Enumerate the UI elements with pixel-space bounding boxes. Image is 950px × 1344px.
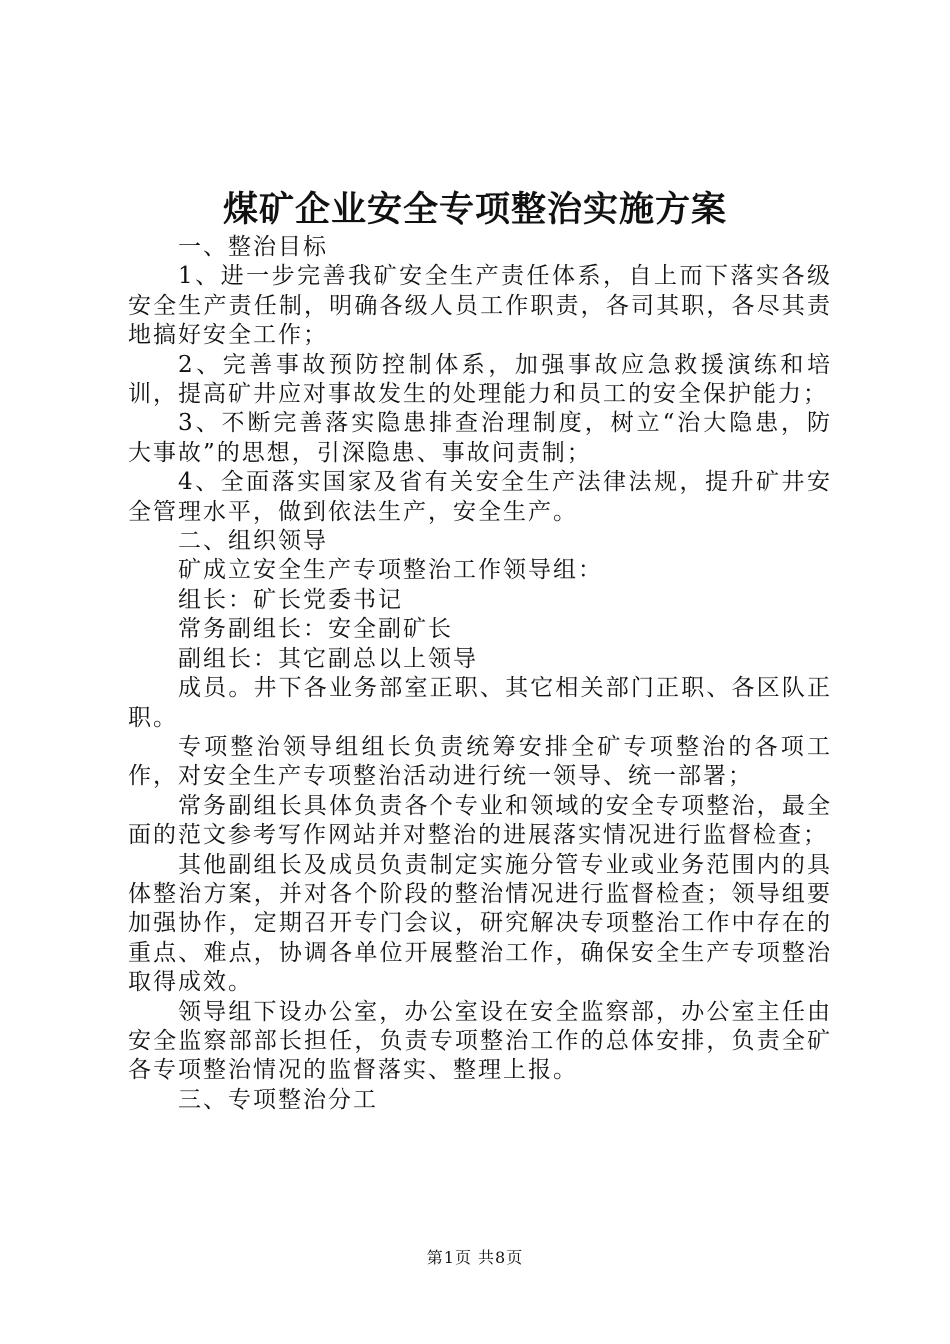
document-body — [128, 233, 832, 1115]
section-heading: 二、组织领导 — [178, 528, 328, 555]
section-heading: 三、专项整治分工 — [178, 1086, 378, 1113]
paragraph: 4、全面落实国家及省有关安全生产法律法规，提升矿井安全管理水平，做到依法生产，安全生产。 — [128, 469, 832, 525]
paragraph: 3、不断完善落实隐患排查治理制度，树立“治大隐患，防大事故”的思想，引深隐患、事故问责制； — [128, 410, 832, 466]
page-footer: 第1页 共8页 — [426, 1248, 524, 1267]
paragraph: 2、完善事故预防控制体系，加强事故应急救援演练和培训，提高矿井应对事故发生的处理能力和员工的安全保护能力； — [128, 351, 832, 408]
paragraph: 领导组下设办公室，办公室设在安全监察部，办公室主任由安全监察部部长担任，负责专项整治工作的总体安排，负责全矿各专项整治情况的监督落实、整理上报。 — [128, 998, 832, 1084]
paragraph: 专项整治领导组组长负责统筹安排全矿专项整治的各项工作，对安全生产专项整治活动进行统一领导、统一部署； — [128, 733, 832, 790]
paragraph: 1、进一步完善我矿安全生产责任体系，自上而下落实各级安全生产责任制，明确各级人员工作职责，各司其职，各尽其责地搞好安全工作； — [128, 263, 832, 349]
paragraph: 组长：矿长党委书记 — [178, 586, 403, 613]
paragraph: 常务副组长具体负责各个专业和领域的安全专项整治，最全面的范文参考写作网站并对整治的进展落实情况进行监督检查； — [128, 792, 832, 849]
document-title: 煤矿企业安全专项整治实施方案 — [222, 189, 727, 230]
paragraph: 其他副组长及成员负责制定实施分管专业或业务范围内的具体整治方案，并对各个阶段的整治情况进行监督检查；领导组要加强协作，定期召开专门会议，研究解决专项整治工作中存在的重点、难点，协调各单位开展整治工作，确保安全生产专项整治取得成效。 — [128, 851, 832, 996]
paragraph: 常务副组长：安全副矿长 — [178, 616, 453, 643]
paragraph: 矿成立安全生产专项整治工作领导组： — [178, 557, 603, 584]
paragraph: 成员。井下各业务部室正职、其它相关部门正职、各区队正职。 — [128, 675, 832, 731]
section-heading: 一、整治目标 — [178, 234, 328, 260]
paragraph: 副组长：其它副总以上领导 — [178, 645, 478, 672]
